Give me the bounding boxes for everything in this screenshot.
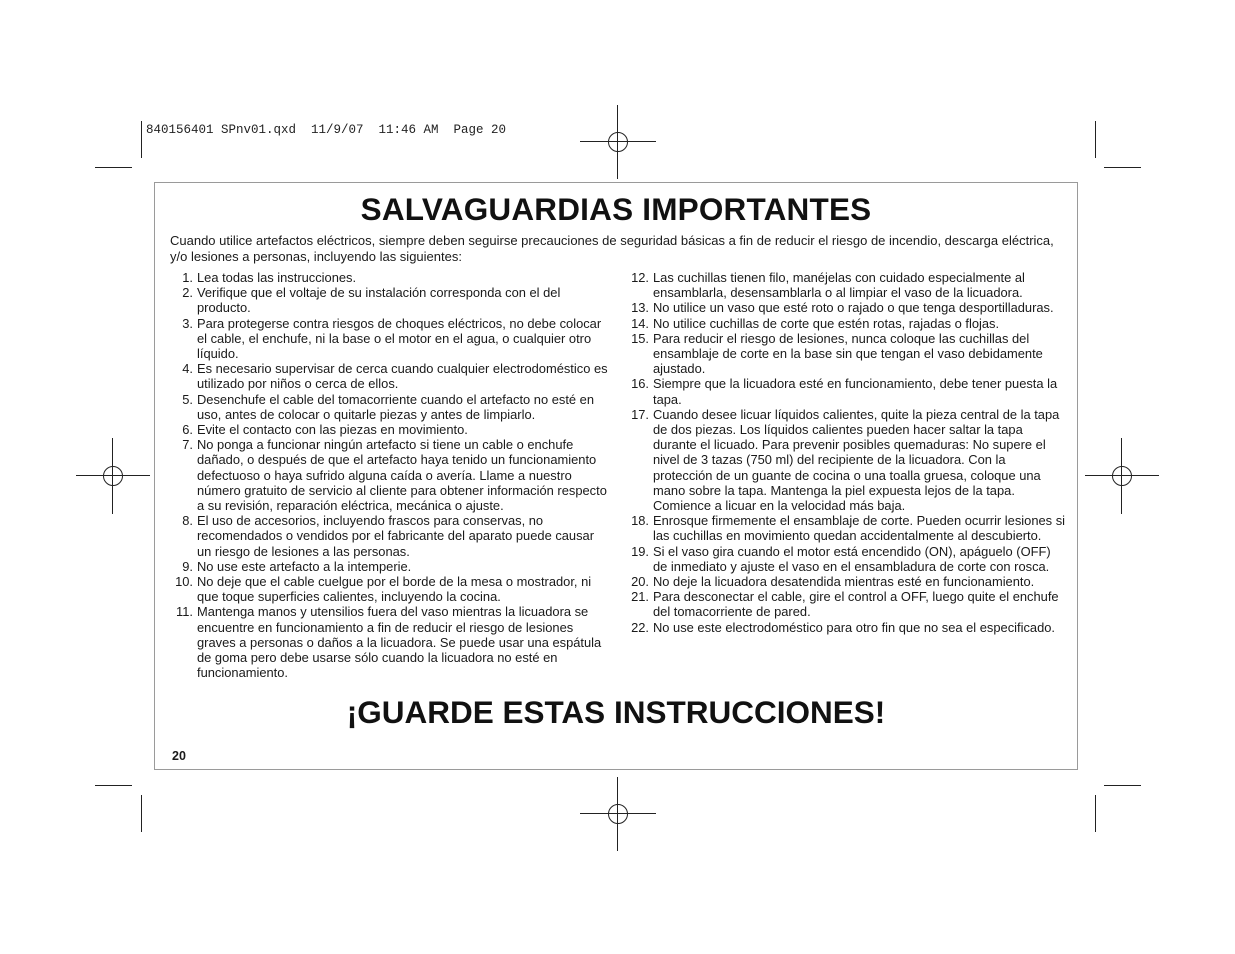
list-item (627, 589, 1067, 619)
item-text: Para reducir el riesgo de lesiones, nunca coloque las cuchillas del ensamblaje de corte en la base sin que tengan el vaso debidamente ajustado. (653, 330, 1043, 377)
list-item (171, 604, 611, 680)
list-item (627, 331, 1067, 377)
item-number: 17. (631, 406, 649, 422)
list-item (171, 361, 611, 391)
item-text: Siempre que la licuadora esté en funcionamiento, debe tener puesta la tapa. (653, 376, 1058, 407)
item-text: No use este electrodoméstico para otro fin que no sea el especificado. (653, 619, 1055, 635)
list-item (171, 270, 611, 285)
crop-mark (1104, 785, 1141, 786)
item-text: Para protegerse contra riesgos de choques eléctricos, no debe colocar el cable, el enchufe, ni la base o el motor en el agua, o cualquier otro líquido. (197, 315, 602, 362)
item-text: Mantenga manos y utensilios fuera del vaso mientras la licuadora se encuentre en funcionamiento a fin de reducir el riesgo de lesiones graves a personas o daños a la licuadora. Se puede usar una espátula de goma pero debe usarse sólo cuando la licuadora no esté en funcionamiento. (197, 604, 602, 681)
list-item (171, 437, 611, 513)
item-text: No ponga a funcionar ningún artefacto si tiene un cable o enchufe dañado, o después de que el artefacto haya tenido un funcionamiento defectuoso o haya sufrido alguna caída o avería. Llame a nuestro número gratuito de servicio al cliente para obtener información respecto a su revisión, reparación eléctrica, mecánica o ajuste. (197, 437, 607, 514)
content-frame (154, 182, 1078, 770)
item-number: 3. (182, 315, 193, 331)
item-text: Si el vaso gira cuando el motor está encendido (ON), apáguelo (OFF) de inmediato y ajuste el vaso en el ensambladura de corte con rosca. (653, 543, 1051, 574)
page-title: SALVAGUARDIAS IMPORTANTES (360, 191, 872, 227)
item-text: No deje la licuadora desatendida mientras esté en funcionamiento. (653, 574, 1035, 590)
item-number: 13. (631, 300, 649, 316)
item-text: Es necesario supervisar de cerca cuando cualquier electrodoméstico es utilizado por niños o cerca de ellos. (197, 361, 608, 392)
item-text: Las cuchillas tienen filo, manéjelas con cuidado especialmente al ensamblarla, desensamblarla o al limpiar el vaso de la licuadora. (653, 270, 1025, 301)
item-number: 2. (182, 285, 193, 301)
registration-mark-left (95, 438, 131, 514)
item-text: Desenchufe el cable del tomacorriente cuando el artefacto no esté en uso, antes de colocar o quitarle piezas y antes de limpiarlo. (197, 391, 594, 422)
crop-mark (1095, 121, 1096, 158)
list-item (171, 513, 611, 559)
item-number: 5. (182, 391, 193, 407)
page-number: 20 (172, 749, 186, 763)
item-number: 14. (631, 315, 649, 331)
list-item (627, 574, 1067, 589)
list-item (171, 316, 611, 362)
list-item (627, 407, 1067, 513)
item-text: Verifique que el voltaje de su instalación corresponda con el del producto. (197, 285, 561, 316)
registration-mark-top (580, 124, 656, 160)
registration-mark-right (1104, 438, 1140, 514)
crop-mark (1104, 167, 1141, 168)
item-number: 16. (631, 376, 649, 392)
item-number: 15. (631, 330, 649, 346)
crop-mark (141, 795, 142, 832)
crop-mark (1095, 795, 1096, 832)
item-text: No use este artefacto a la intemperie. (197, 558, 412, 574)
item-text: Lea todas las instrucciones. (197, 270, 357, 285)
item-number: 9. (182, 558, 193, 574)
item-text: Para desconectar el cable, gire el control a OFF, luego quite el enchufe del tomacorriente de pared. (653, 589, 1059, 620)
item-number: 20. (631, 574, 649, 590)
item-number: 19. (631, 543, 649, 559)
item-text: Evite el contacto con las piezas en movimiento. (197, 422, 468, 438)
list-item (171, 574, 611, 604)
item-number: 12. (631, 270, 649, 285)
list-item (627, 620, 1067, 635)
instruction-list-right (627, 270, 1067, 635)
item-number: 6. (182, 422, 193, 438)
item-number: 21. (631, 589, 649, 605)
item-text: Enrosque firmemente el ensamblaje de corte. Pueden ocurrir lesiones si las cuchillas en movimiento quedan accidentalmente al descubierto. (653, 513, 1065, 544)
item-text: No utilice un vaso que esté roto o rajado o que tenga desportilladuras. (653, 300, 1054, 316)
instruction-list-left (171, 270, 611, 680)
registration-mark-bottom (580, 796, 656, 832)
item-number: 18. (631, 513, 649, 529)
item-number: 7. (182, 437, 193, 453)
list-item (627, 270, 1067, 300)
list-item (627, 544, 1067, 574)
item-number: 4. (182, 361, 193, 377)
list-item (171, 392, 611, 422)
crop-mark (95, 167, 132, 168)
item-number: 10. (175, 574, 193, 590)
list-item (627, 376, 1067, 406)
item-text: No utilice cuchillas de corte que estén rotas, rajadas o flojas. (653, 315, 1000, 331)
item-number: 8. (182, 513, 193, 529)
intro-paragraph: Cuando utilice artefactos eléctricos, siempre deben seguirse precauciones de seguridad básicas a fin de reducir el riesgo de incendio, descarga eléctrica, y/o lesiones a personas, incluyendo las siguientes: (170, 233, 1054, 264)
item-number: 22. (631, 619, 649, 635)
list-item (171, 285, 611, 315)
item-number: 1. (182, 270, 193, 285)
list-item (171, 422, 611, 437)
crop-mark (141, 121, 142, 158)
crop-mark (95, 785, 132, 786)
list-item (627, 513, 1067, 543)
print-slug: 840156401 SPnv01.qxd 11/9/07 11:46 AM Page 20 (146, 123, 507, 137)
list-item (171, 559, 611, 574)
item-text: Cuando desee licuar líquidos calientes, quite la pieza central de la tapa de dos piezas. Los líquidos calientes pueden hacer saltar la tapa durante el licuado. Para prevenir posibles quemaduras: No supere el nivel de 3 tazas (750 ml) del recipiente de la licuadora. Con la protección de un guante de cocina o una toalla gruesa, coloque una mano sobre la tapa. Mantenga la piel expuesta lejos de la tapa. Comience a licuar en la velocidad más baja. (653, 406, 1060, 514)
item-text: No deje que el cable cuelgue por el borde de la mesa o mostrador, ni que toque superficies calientes, incluyendo la cocina. (197, 574, 592, 605)
list-item (627, 300, 1067, 315)
list-item (627, 316, 1067, 331)
item-text: El uso de accesorios, incluyendo frascos para conservas, no recomendados o vendidos por el fabricante del aparato puede causar un riesgo de lesiones a las personas. (197, 513, 595, 559)
item-number: 11. (176, 604, 193, 620)
closing-heading: ¡GUARDE ESTAS INSTRUCCIONES! (346, 694, 886, 730)
